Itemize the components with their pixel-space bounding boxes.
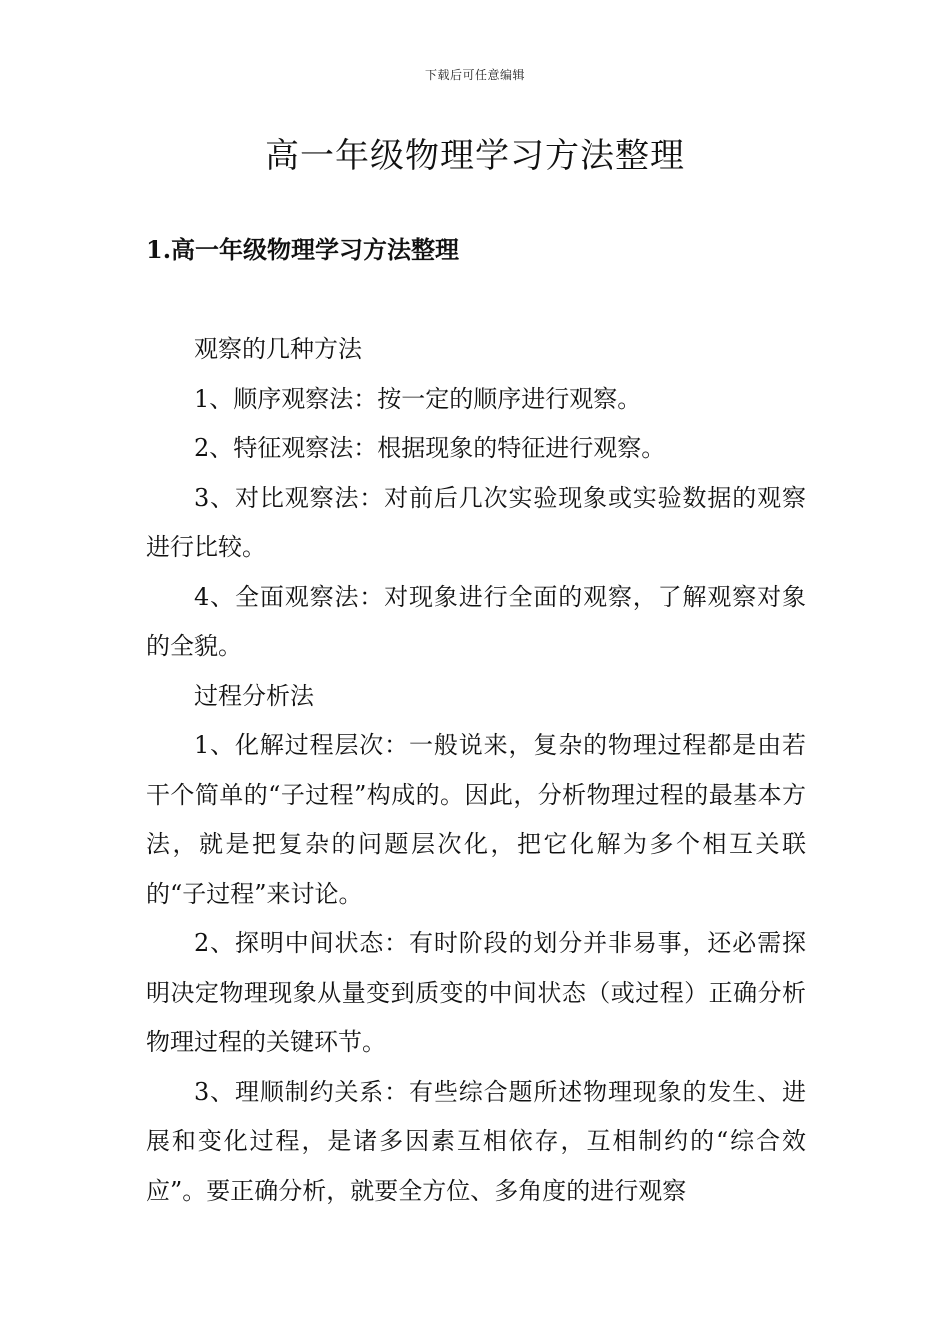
paragraph: 观察的几种方法: [194, 335, 362, 363]
paragraph: 2、特征观察法：根据现象的特征进行观察。: [194, 434, 666, 462]
paragraph: 4、全面观察法：对现象进行全面的观察，了解观察对象的全貌。: [146, 582, 806, 660]
paragraph: 3、理顺制约关系：有些综合题所述物理现象的发生、进展和变化过程，是诸多因素互相依存，互相制约的“综合效应”。要正确分析，就要全方位、多角度的进行观察: [146, 1077, 806, 1205]
section-heading: 1.高一年级物理学习方法整理: [146, 235, 460, 264]
document-title: 高一年级物理学习方法整理: [265, 136, 685, 176]
paragraph: 2、探明中间状态：有时阶段的划分并非易事，还必需探明决定物理现象从量变到质变的中间状态（或过程）正确分析物理过程的关键环节。: [146, 929, 806, 1056]
paragraph: 1、化解过程层次：一般说来，复杂的物理过程都是由若干个简单的“子过程”构成的。因此，分析物理过程的最基本方法，就是把复杂的问题层次化，把它化解为多个相互关联的“子过程”来讨论。: [146, 731, 806, 908]
document-body: [146, 325, 806, 1216]
header-note: 下载后可任意编辑: [424, 68, 525, 82]
paragraph: 3、对比观察法：对前后几次实验现象或实验数据的观察进行比较。: [146, 483, 806, 561]
paragraph: 1、顺序观察法：按一定的顺序进行观察。: [194, 384, 642, 413]
paragraph: 过程分析法: [194, 681, 314, 710]
